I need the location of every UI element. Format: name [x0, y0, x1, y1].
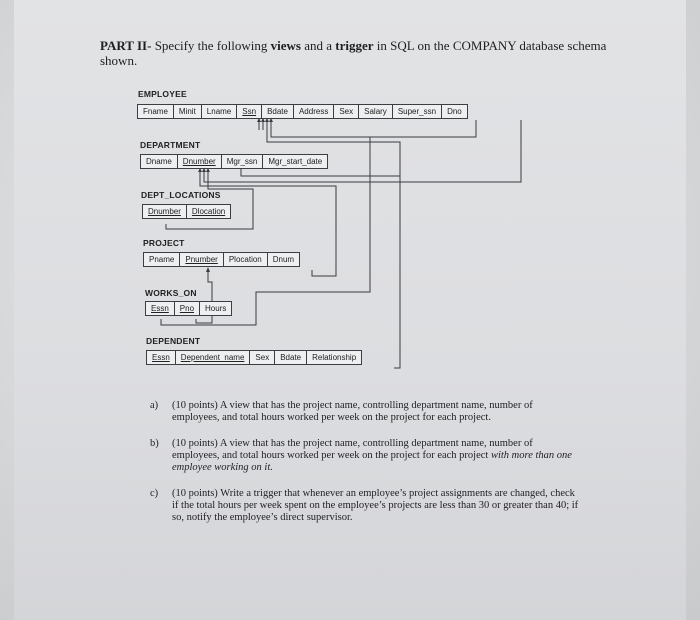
col-dnumber: Dnumber: [178, 155, 222, 168]
question-label: a): [150, 400, 159, 411]
col-dnumber: Dnumber: [143, 205, 187, 218]
dept-locations-table-name: DEPT_LOCATIONS: [141, 190, 221, 200]
works-on-table-name: WORKS_ON: [145, 288, 197, 298]
col-dlocation: Dlocation: [191, 207, 226, 216]
col-fname: Fname: [138, 105, 174, 118]
col-sex: Sex: [334, 105, 359, 118]
works-on-table: [145, 301, 232, 316]
col-super-ssn: Super_ssn: [393, 105, 442, 118]
heading-trigger: trigger: [335, 38, 374, 53]
col-address: Address: [294, 105, 334, 118]
col-salary: Salary: [359, 105, 393, 118]
col-mgr-start-date: Mgr_start_date: [268, 157, 323, 166]
question-text: (10 points) A view that has the project name, controlling department name, number of employees, and total hours worked per week on the project for each project: [172, 438, 533, 461]
col-dependent-name: Dependent_name: [176, 351, 251, 364]
col-essn: Essn: [147, 351, 176, 364]
col-dno: Dno: [447, 107, 462, 116]
question-a: [150, 400, 580, 424]
col-lname: Lname: [202, 105, 237, 118]
col-dname: Dname: [141, 155, 178, 168]
question-label: b): [150, 438, 159, 449]
heading-views: views: [270, 38, 301, 53]
col-pname: Pname: [144, 253, 180, 266]
question-b: [150, 438, 580, 474]
heading-part: PART II-: [100, 38, 152, 53]
col-relationship: Relationship: [312, 353, 357, 362]
question-text-emphasis: with more than one employee working on it.: [172, 450, 572, 473]
col-bdate: Bdate: [262, 105, 294, 118]
department-table-name: DEPARTMENT: [140, 140, 201, 150]
col-pno: Pno: [175, 302, 200, 315]
dependent-table: [146, 350, 362, 365]
employee-table: [137, 104, 468, 119]
question-text: (10 points) A view that has the project name, controlling department name, number of employees, and total hours worked per week on the project for each project.: [172, 400, 533, 423]
col-bdate: Bdate: [275, 351, 307, 364]
col-essn: Essn: [146, 302, 175, 315]
heading-text-1: Specify the following: [151, 38, 271, 53]
project-table: [143, 252, 300, 267]
col-plocation: Plocation: [224, 253, 268, 266]
question-c: [150, 488, 580, 524]
heading-text-2: and a: [300, 38, 336, 53]
question-text: (10 points) Write a trigger that whenever an employee’s project assignments are changed, check if the total hours per week spent on the employee’s projects are less than 30 or greater than 40; if so, notify the employee’s direct supervisor.: [172, 488, 579, 523]
col-ssn: Ssn: [237, 105, 262, 118]
employee-table-name: EMPLOYEE: [138, 89, 187, 99]
col-hours: Hours: [205, 304, 227, 313]
project-table-name: PROJECT: [143, 238, 185, 248]
dependent-table-name: DEPENDENT: [146, 336, 201, 346]
col-mgr-ssn: Mgr_ssn: [222, 155, 264, 168]
dept-locations-table: [142, 204, 231, 219]
col-dnum: Dnum: [272, 255, 295, 264]
question-label: c): [150, 488, 159, 499]
heading-text-3: in SQL on the COMPANY database schema shown.: [100, 38, 607, 68]
question-list: [150, 400, 580, 538]
col-minit: Minit: [174, 105, 202, 118]
col-sex: Sex: [250, 351, 275, 364]
department-table: [140, 154, 328, 169]
col-pnumber: Pnumber: [180, 253, 223, 266]
